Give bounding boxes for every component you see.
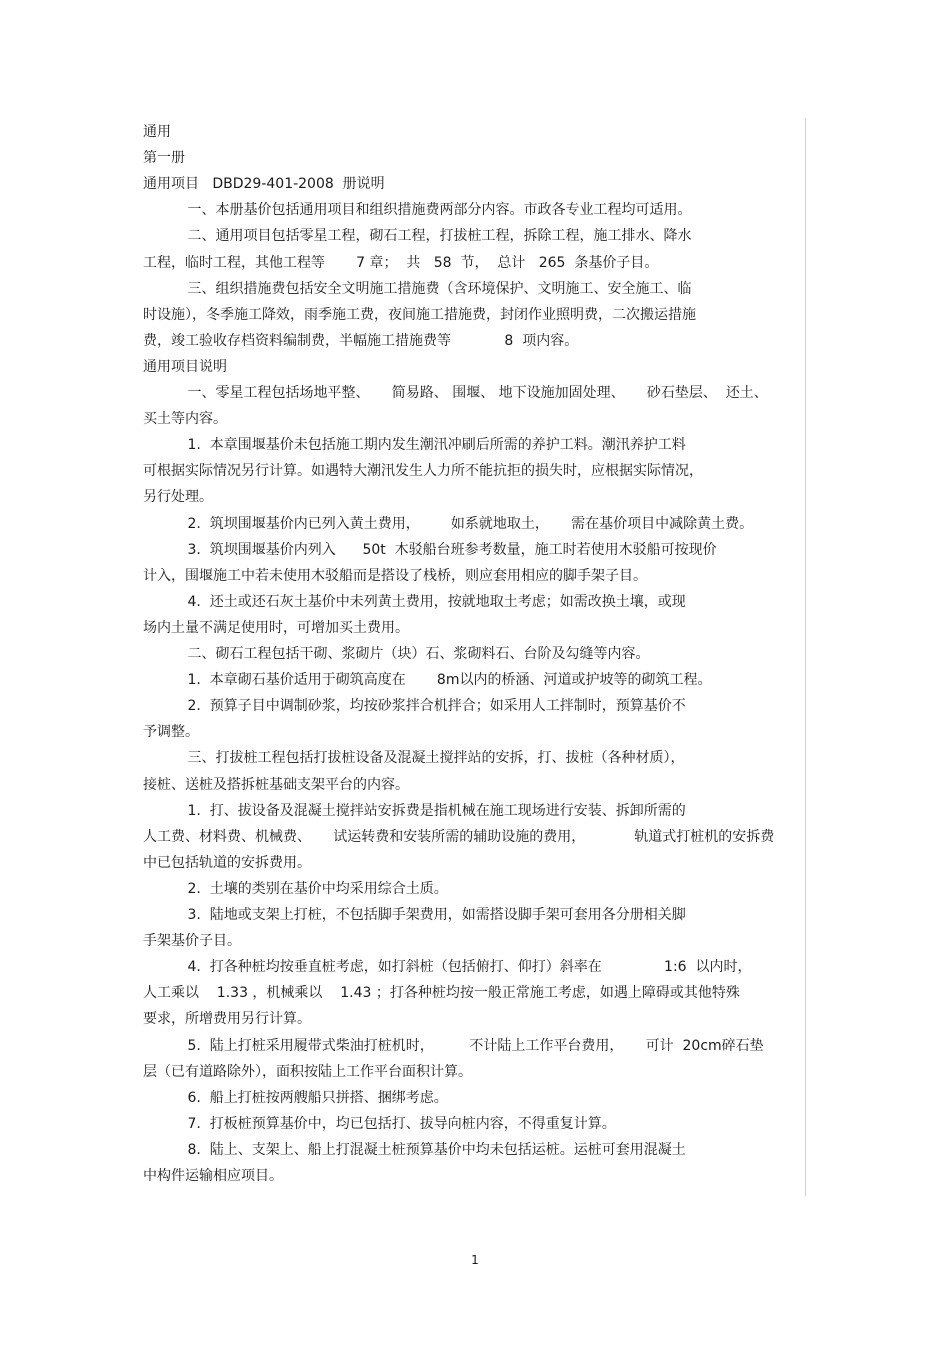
text-line: 6. 船上打桩按两艘船只拼搭、捆绑考虑。: [143, 1089, 448, 1106]
text-line: 7. 打板桩预算基价中，均已包括打、拔导向桩内容，不得重复计算。: [143, 1115, 616, 1132]
text-line: 1. 打、拔设备及混凝土搅拌站安拆费是指机械在施工现场进行安装、拆卸所需的: [143, 802, 686, 819]
text-line: 4. 还土或还石灰土基价中未列黄土费用，按就地取土考虑；如需改换土壤，或现: [143, 593, 686, 610]
text-line: 要求，所增费用另行计算。: [143, 1011, 311, 1028]
text-line: 2. 筑坝围堰基价内已列入黄土费用， 如系就地取土， 需在基价项目中减除黄土费。: [143, 515, 754, 532]
text-line: 第一册: [143, 150, 185, 167]
text-line: 三、打拔桩工程包括打拔桩设备及混凝土搅拌站的安拆，打、拔桩（各种材质），: [143, 750, 685, 767]
text-line: 1. 本章围堰基价未包括施工期内发生潮汛冲刷后所需的养护工料。潮汛养护工料: [143, 437, 686, 454]
text-line: 二、通用项目包括零星工程，砌石工程，打拔桩工程，拆除工程，施工排水、降水: [143, 228, 692, 245]
text-line: 通用项目 DBD29-401-2008 册说明: [143, 176, 385, 193]
text-line: 时设施），冬季施工降效，雨季施工费，夜间施工措施费，封闭作业照明费，二次搬运措施: [143, 306, 696, 323]
text-line: 另行处理。: [143, 489, 213, 506]
text-line: 可根据实际情况另行计算。如遇特大潮汛发生人力所不能抗拒的损失时，应根据实际情况，: [143, 463, 703, 480]
text-line: 一、零星工程包括场地平整、 简易路、 围堰、 地下设施加固处理、 砂石垫层、 还土、: [143, 385, 768, 401]
text-line: 费，竣工验收存档资料编制费，半幅施工措施费等 8 项内容。: [143, 332, 579, 349]
page-number: 1: [471, 1253, 479, 1267]
text-line: 一、本册基价包括通用项目和组织措施费两部分内容。市政各专业工程均可适用。: [143, 202, 692, 219]
text-line: 3. 陆地或支架上打桩，不包括脚手架费用，如需搭设脚手架可套用各分册相关脚: [143, 907, 686, 923]
text-line: 2. 土壤的类别在基价中均采用综合土质。: [143, 880, 448, 897]
text-line: 接桩、送桩及搭拆桩基础支架平台的内容。: [143, 776, 409, 793]
text-line: 通用: [143, 124, 171, 140]
text-line: 通用项目说明: [143, 358, 227, 375]
text-line: 8. 陆上、支架上、船上打混凝土桩预算基价中均未包括运桩。运桩可套用混凝土: [143, 1141, 686, 1158]
text-line: 计入，围堰施工中若未使用木驳船而是搭设了栈桥，则应套用相应的脚手架子目。: [143, 567, 647, 584]
text-line: 场内土量不满足使用时，可增加买土费用。: [143, 619, 409, 636]
text-line: 二、砌石工程包括干砌、浆砌片（块）石、浆砌料石、台阶及勾缝等内容。: [143, 646, 650, 662]
text-line: 手架基价子目。: [143, 933, 241, 950]
text-line: 人工费、材料费、机械费、 试运转费和安装所需的辅助设施的费用， 轨道式打桩机的安拆费: [143, 828, 775, 845]
text-line: 4. 打各种桩均按垂直桩考虑，如打斜桩（包括俯打、仰打）斜率在 1:6 以内时，: [143, 959, 752, 976]
text-line: 层（已有道路除外），面积按陆上工作平台面积计算。: [143, 1063, 472, 1080]
text-line: 中已包括轨道的安拆费用。: [143, 854, 311, 871]
text-line: 3. 筑坝围堰基价内列入 50t 木驳船台班参考数量，施工时若使用木驳船可按现价: [143, 541, 717, 558]
text-line: 2. 预算子目中调制砂浆，均按砂浆拌合机拌合；如采用人工拌制时，预算基价不: [143, 698, 686, 715]
text-line: 工程，临时工程，其他工程等 7 章； 共 58 节， 总计 265 条基价子目。: [143, 254, 659, 271]
text-line: 予调整。: [143, 724, 199, 741]
text-line: 人工乘以 1.33 ，机械乘以 1.43 ；打各种桩均按一般正常施工考虑，如遇上障碍或其他特殊: [143, 985, 740, 1002]
text-line: 三、组织措施费包括安全文明施工措施费（含环境保护、文明施工、安全施工、临: [143, 280, 692, 297]
text-line: 买土等内容。: [143, 411, 227, 428]
text-line: 中构件运输相应项目。: [143, 1168, 283, 1184]
text-line: 5. 陆上打桩采用履带式柴油打桩机时， 不计陆上工作平台费用， 可计 20cm碎石垫: [143, 1037, 764, 1054]
text-line: 1. 本章砌石基价适用于砌筑高度在 8m以内的桥涵、河道或护坡等的砌筑工程。: [143, 672, 712, 689]
